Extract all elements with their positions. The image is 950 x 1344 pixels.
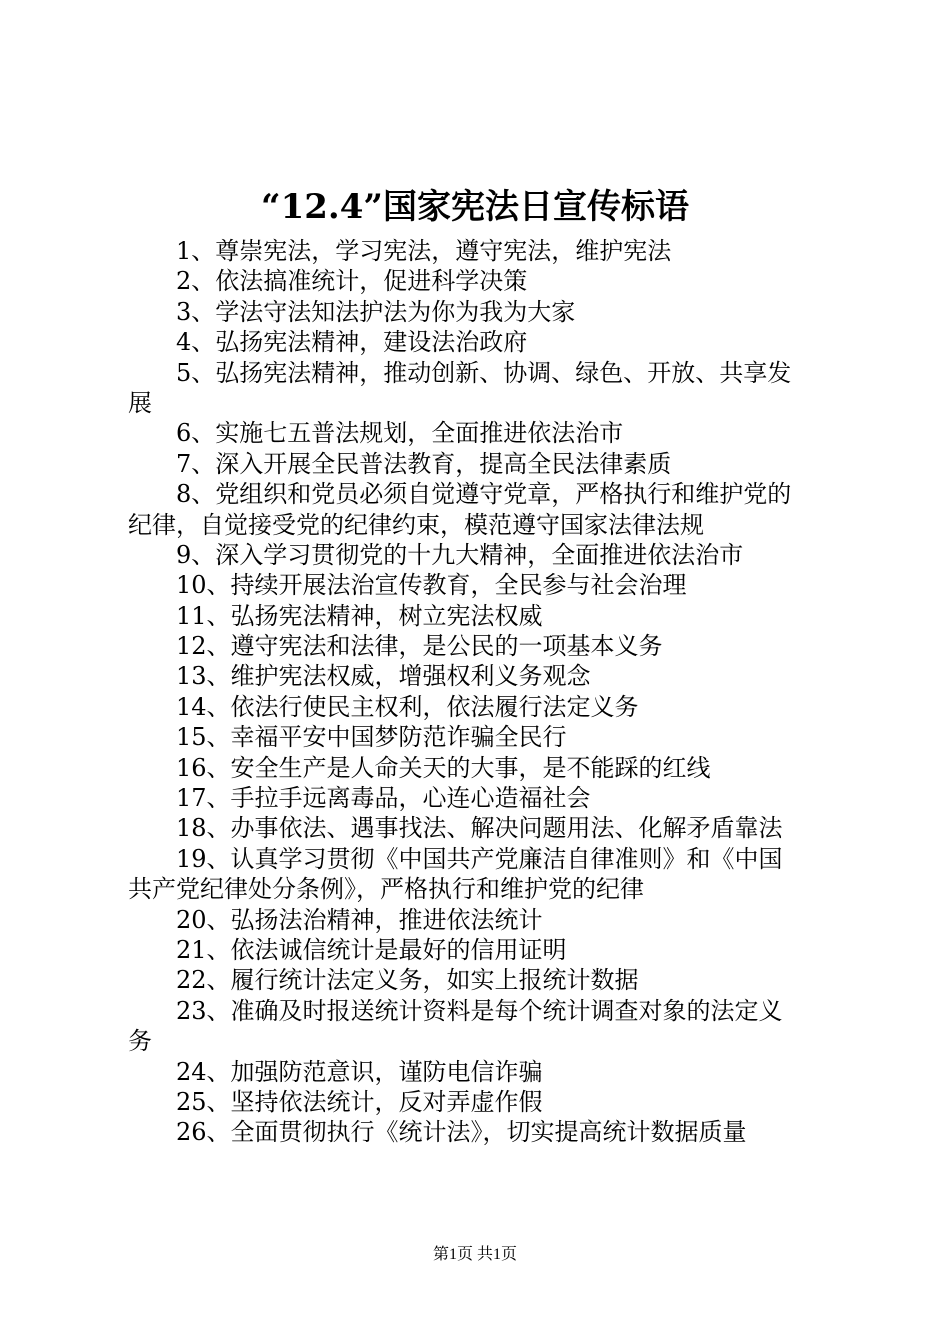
- slogan-continuation-line: 纪律，自觉接受党的纪律约束，模范遵守国家法律法规: [128, 510, 704, 539]
- document-title: “12.4”国家宪法日宣传标语: [261, 187, 689, 227]
- slogan-line: 1、尊崇宪法，学习宪法，遵守宪法，维护宪法: [176, 237, 672, 265]
- slogan-line: 16、安全生产是人命关天的大事，是不能踩的红线: [176, 753, 711, 782]
- slogan-line: 5、弘扬宪法精神，推动创新、协调、绿色、开放、共享发: [176, 358, 792, 387]
- slogan-line: 26、全面贯彻执行《统计法》，切实提高统计数据质量: [176, 1118, 747, 1147]
- slogan-line: 7、深入开展全民普法教育，提高全民法律素质: [176, 449, 672, 478]
- slogan-line: 10、持续开展法治宣传教育，全民参与社会治理: [176, 571, 687, 600]
- slogan-line: 14、依法行使民主权利，依法履行法定义务: [176, 692, 639, 721]
- slogan-continuation-line: 务: [128, 1027, 152, 1056]
- slogan-line: 6、实施七五普法规划，全面推进依法治市: [176, 419, 624, 448]
- slogan-line: 19、认真学习贯彻《中国共产党廉洁自律准则》和《中国: [176, 844, 783, 873]
- slogan-line: 22、履行统计法定义务，如实上报统计数据: [176, 966, 639, 995]
- slogan-continuation-line: 展: [128, 388, 152, 417]
- slogan-line: 20、弘扬法治精神，推进依法统计: [176, 905, 543, 934]
- slogan-line: 24、加强防范意识，谨防电信诈骗: [176, 1057, 543, 1086]
- slogan-line: 8、党组织和党员必须自觉遵守党章，严格执行和维护党的: [176, 480, 792, 509]
- slogan-line: 25、坚持依法统计，反对弄虚作假: [176, 1087, 543, 1116]
- slogan-line: 2、依法搞准统计，促进科学决策: [176, 267, 528, 296]
- slogan-continuation-line: 共产党纪律处分条例》，严格执行和维护党的纪律: [128, 875, 644, 904]
- slogan-line: 17、手拉手远离毒品，心连心造福社会: [176, 784, 591, 813]
- slogan-line: 15、幸福平安中国梦防范诈骗全民行: [176, 723, 567, 752]
- slogan-line: 9、深入学习贯彻党的十九大精神，全面推进依法治市: [176, 540, 744, 569]
- page-footer: 第1页 共1页: [432, 1246, 517, 1263]
- slogan-line: 23、准确及时报送统计资料是每个统计调查对象的法定义: [176, 996, 783, 1025]
- slogan-line: 11、弘扬宪法精神，树立宪法权威: [176, 601, 543, 630]
- slogan-line: 18、办事依法、遇事找法、解决问题用法、化解矛盾靠法: [176, 814, 783, 843]
- slogan-line: 4、弘扬宪法精神，建设法治政府: [176, 328, 528, 357]
- document-body: [128, 236, 833, 1148]
- slogan-line: 12、遵守宪法和法律，是公民的一项基本义务: [176, 632, 663, 661]
- slogan-line: 13、维护宪法权威，增强权利义务观念: [176, 662, 591, 691]
- slogan-line: 3、学法守法知法护法为你为我为大家: [176, 297, 576, 326]
- slogan-line: 21、依法诚信统计是最好的信用证明: [176, 935, 567, 964]
